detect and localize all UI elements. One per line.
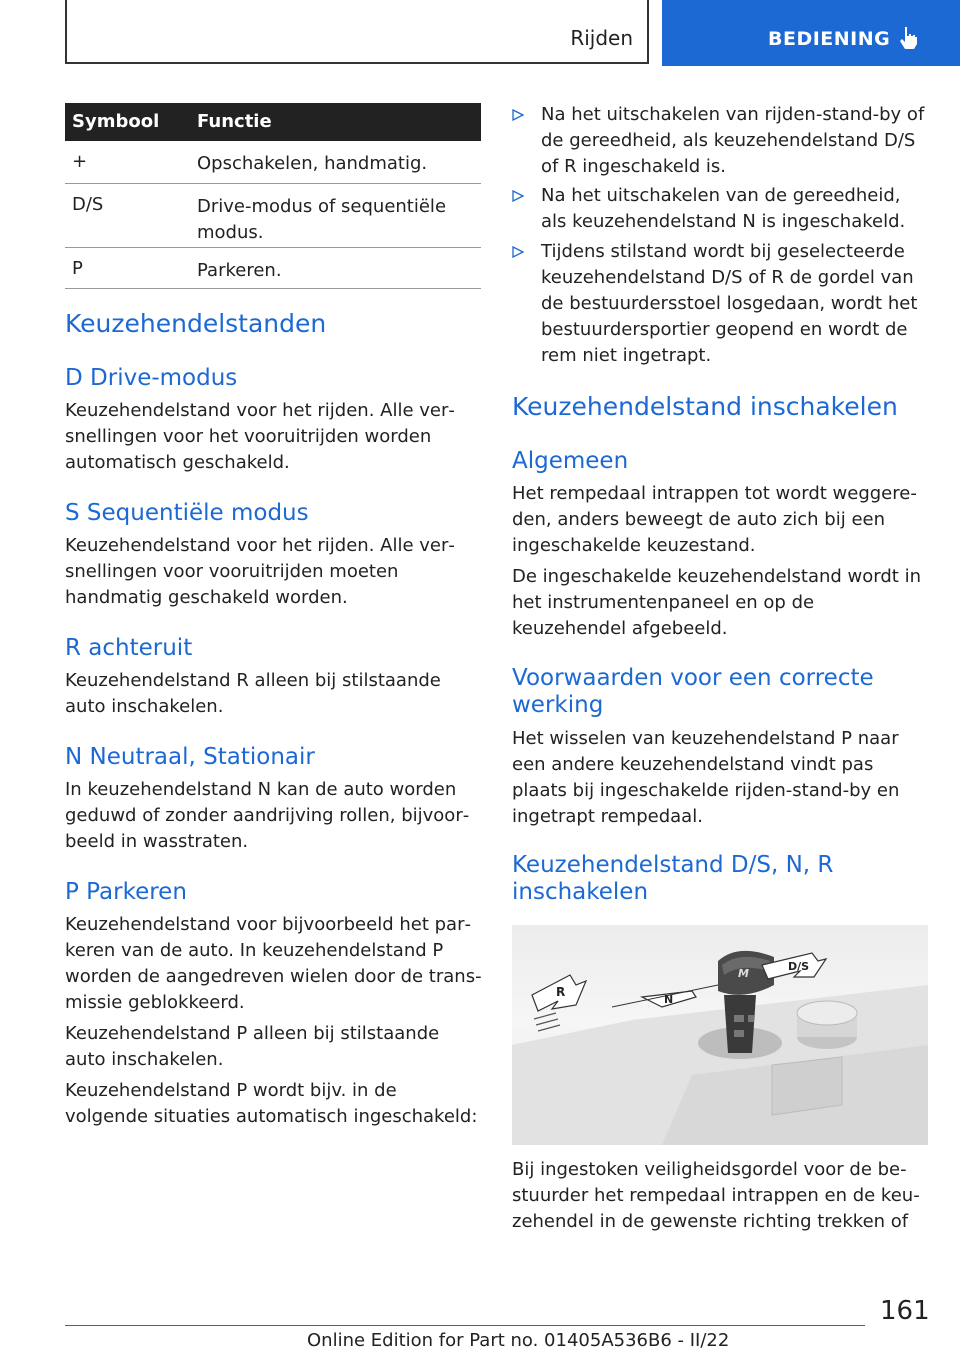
figure-logo: M	[738, 967, 749, 980]
subheading-engage-line1: Keuzehendelstand D/S, N, R	[512, 852, 834, 878]
subheading-general: Algemeen	[512, 448, 629, 474]
paragraph-general-2: De ingeschakelde keuzehendelstand wordt in het instrumentenpaneel en op de keuzehendel afgebeeld.	[512, 566, 921, 639]
header-breadcrumb-box	[65, 0, 649, 64]
subheading-engage-line2: inschakelen	[512, 879, 649, 905]
table-row	[65, 248, 481, 289]
table-cell-symbol: +	[72, 151, 88, 172]
footer-divider	[65, 1325, 865, 1326]
table-cell-function: Parkeren.	[197, 260, 282, 281]
subheading-drive: D Drive-modus	[65, 365, 238, 391]
table-row	[65, 141, 481, 184]
paragraph-neutral: In keuzehendelstand N kan de auto worden geduwd of zonder aandrijving rollen, bijvoorbeeld in wasstraten.	[65, 779, 470, 852]
paragraph-park-1: Keuzehendelstand voor bijvoorbeeld het parkeren van de auto. In keuzehendelstand P worden de aangedreven wielen door de transmissie geblokkeerd.	[65, 914, 482, 1013]
list-item	[512, 183, 930, 235]
column-header-function: Functie	[197, 111, 272, 132]
list-item-text: Na het uitschakelen van rijden-stand-by of de gereedheid, als keuzehendelstand D/S of R ingeschakeld is.	[541, 104, 925, 177]
breadcrumb: Rijden	[570, 26, 633, 50]
table-cell-symbol: P	[72, 258, 83, 279]
list-item	[512, 239, 930, 369]
gear-selector-figure	[512, 925, 928, 1145]
paragraph-reverse: Keuzehendelstand R alleen bij stilstaande auto inschakelen.	[65, 670, 441, 717]
paragraph-park-3: Keuzehendelstand P wordt bijv. in de volgende situaties automatisch ingeschakeld:	[65, 1080, 478, 1127]
section-title: BEDIENING	[768, 28, 891, 50]
table-cell-symbol: D/S	[72, 194, 104, 215]
section-tab	[662, 0, 960, 66]
list-item-text: Tijdens stilstand wordt bij geselecteerde keuzehendelstand D/S of R de gordel van de bestuurdersstoel losgedaan, wordt het bestuurdersportier geopend en wordt de rem niet ingetrapt.	[541, 241, 918, 366]
heading-selector-positions: Keuzehendelstanden	[65, 309, 327, 338]
heading-engage-selector: Keuzehendelstand inschakelen	[512, 392, 898, 421]
figure-label-n: N	[664, 993, 674, 1006]
subheading-engage-ds-n-r	[512, 852, 930, 906]
paragraph-general-1: Het rempedaal intrappen tot wordt weggereden, anders beweegt de auto zich bij een ingeschakelde keuzestand.	[512, 483, 917, 556]
bullet-triangle-icon	[512, 190, 524, 202]
table-header	[65, 103, 481, 141]
subheading-conditions	[512, 665, 930, 719]
table-cell-function: Drive-modus of sequentiële modus.	[197, 196, 447, 243]
symbol-table	[65, 103, 481, 289]
page-number: 161	[880, 1296, 930, 1326]
paragraph-sequential: Keuzehendelstand voor het rijden. Alle versnellingen voor vooruitrijden moeten handmatig geschakeld worden.	[65, 535, 455, 608]
paragraph-park-2: Keuzehendelstand P alleen bij stilstaande auto inschakelen.	[65, 1023, 440, 1070]
figure-label-ds: D/S	[788, 960, 810, 973]
subheading-reverse: R achteruit	[65, 635, 193, 661]
list-item-text: Na het uitschakelen van de gereedheid, als keuzehendelstand N is ingeschakeld.	[541, 185, 906, 232]
paragraph-drive: Keuzehendelstand voor het rijden. Alle versnellingen voor het vooruitrijden worden automatisch geschakeld.	[65, 400, 455, 473]
subheading-neutral: N Neutraal, Stationair	[65, 744, 315, 770]
column-header-symbol: Symbool	[72, 111, 160, 132]
subheading-conditions-line1: Voorwaarden voor een correcte	[512, 665, 874, 691]
subheading-conditions-line2: werking	[512, 692, 604, 718]
figure-label-r: R	[556, 985, 566, 999]
subheading-sequential: S Sequentiële modus	[65, 500, 309, 526]
bullet-triangle-icon	[512, 109, 524, 121]
paragraph-engage: Bij ingestoken veiligheidsgordel voor de bestuurder het rempedaal intrappen en de keuzehendel in de gewenste richting trekken of	[512, 1159, 920, 1232]
footer-edition: Online Edition for Part no. 01405A536B6 - II/22	[307, 1330, 730, 1351]
pointing-hand-icon	[896, 25, 922, 51]
paragraph-conditions: Het wisselen van keuzehendelstand P naar een andere keuzehendelstand vindt pas plaats bij ingeschakelde rijden-stand-by en ingetrapt rempedaal.	[512, 728, 900, 827]
bullet-triangle-icon	[512, 246, 524, 258]
table-row	[65, 184, 481, 248]
gear-selector-illustration	[512, 925, 928, 1145]
table-cell-function: Opschakelen, handmatig.	[197, 153, 428, 174]
subheading-park: P Parkeren	[65, 879, 187, 905]
list-item	[512, 102, 930, 180]
